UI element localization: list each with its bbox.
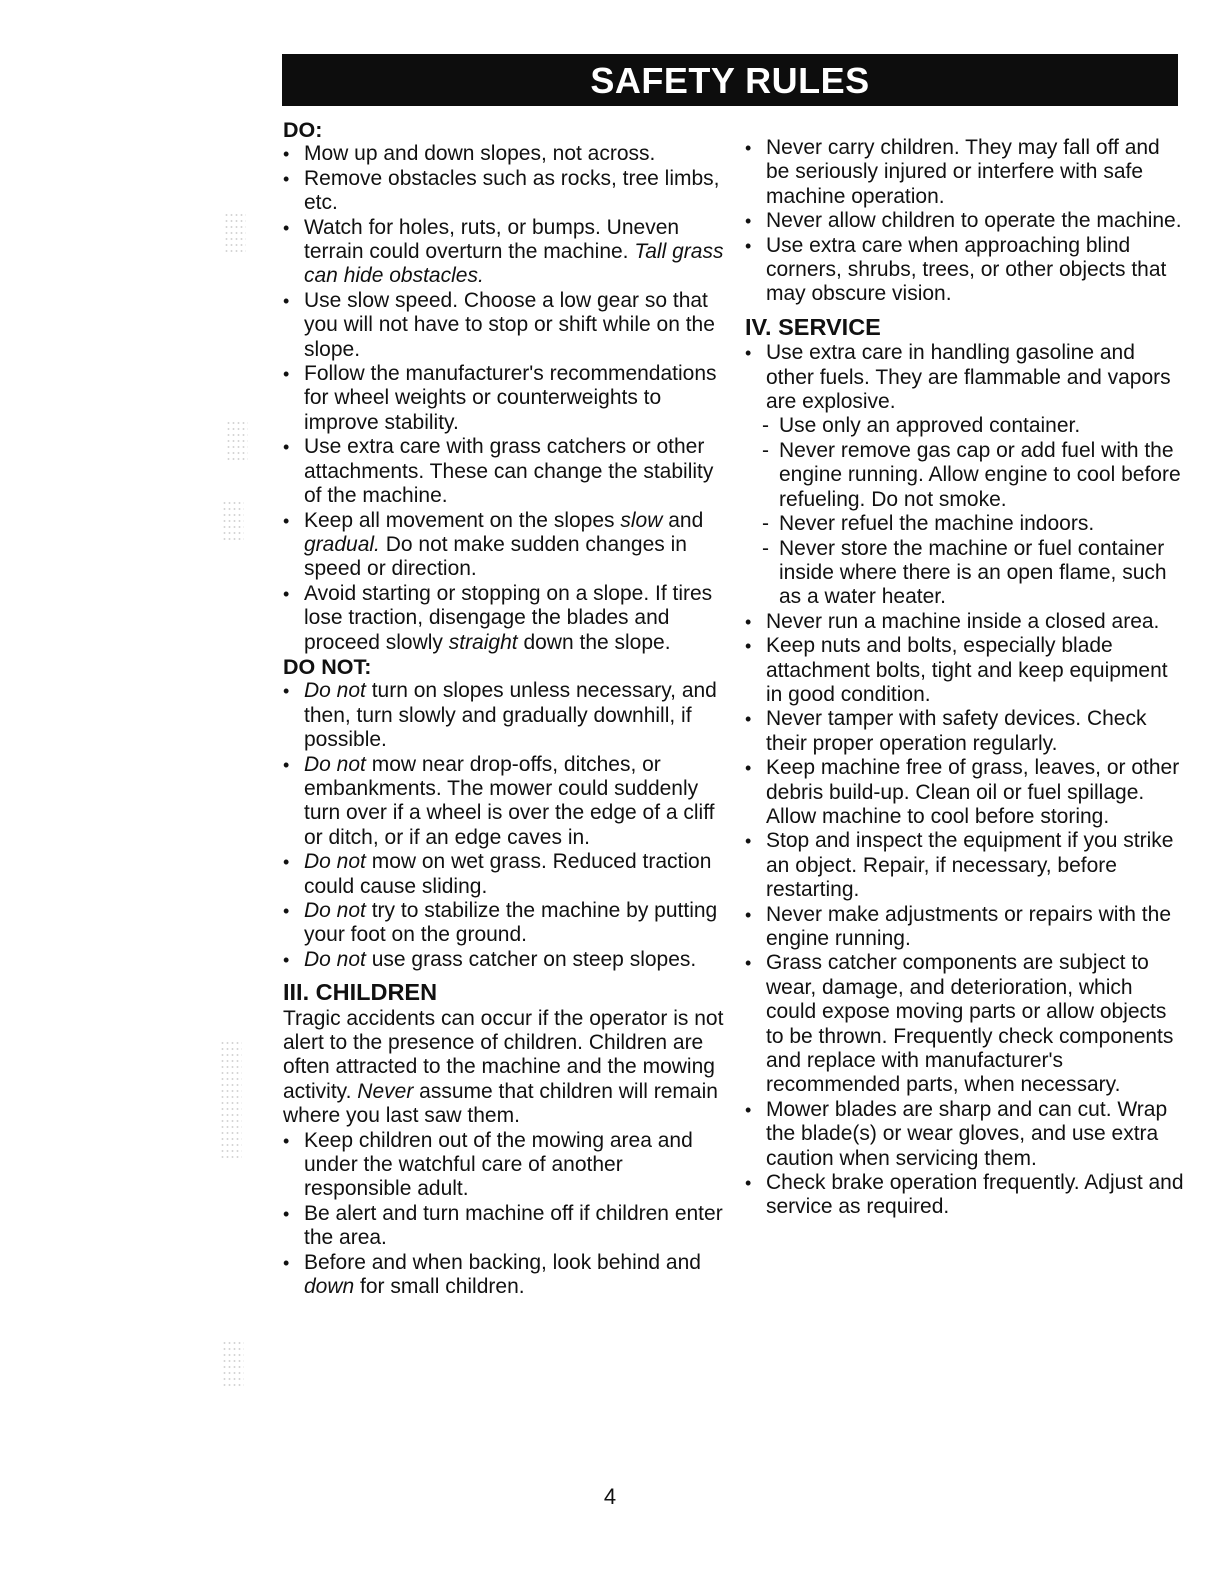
paragraph-emphasis: Never xyxy=(357,1079,414,1103)
list-item-text: mow on wet grass. Reduced traction could cause sliding. xyxy=(304,850,712,898)
list-item: • Keep machine free of grass, leaves, or other debris build-up. Clean oil or fuel spillage. Allow machine to cool before storing. xyxy=(745,756,1185,829)
children-paragraph xyxy=(283,1007,733,1129)
list-item: • Never tamper with safety devices. Check their proper operation regularly. xyxy=(745,707,1185,756)
list-item-text: use grass catcher on steep slopes. xyxy=(365,947,697,971)
list-item-text: Avoid starting or stopping on a slope. If tires lose traction, disengage the blades and proceed slowly xyxy=(304,581,713,654)
list-item: • Remove obstacles such as rocks, tree limbs, etc. xyxy=(283,167,733,216)
service-heading: IV. SERVICE xyxy=(745,313,881,340)
list-item: • Use slow speed. Choose a low gear so that you will not have to stop or shift while on the slope. xyxy=(283,289,733,362)
list-item xyxy=(283,216,733,289)
list-item: • Use extra care in handling gasoline and other fuels. They are flammable and vapors are explosive. xyxy=(745,341,1185,414)
scan-speck xyxy=(226,420,248,460)
list-item-text: for small children. xyxy=(354,1275,525,1299)
list-item xyxy=(283,948,733,972)
list-item-text: Do not make sudden changes in speed or direction. xyxy=(304,532,687,581)
paragraph-text: Tragic accidents can occur if the operator is not alert to the presence of children. Children are often attracted to the machine and the mowing activity. xyxy=(283,1006,724,1103)
right-column xyxy=(745,136,1185,1220)
list-item: • Use extra care when approaching blind corners, shrubs, trees, or other objects that may obscure vision. xyxy=(745,234,1185,307)
page-number: 4 xyxy=(603,1484,617,1509)
list-item: • Keep nuts and bolts, especially blade attachment bolts, tight and keep equipment in good condition. xyxy=(745,634,1185,707)
list-item-text: Keep all movement on the slopes xyxy=(304,508,621,532)
list-item: • Use extra care with grass catchers or other attachments. These can change the stability of the machine. xyxy=(283,435,733,508)
list-item-text: mow near drop-offs, ditches, or embankments. The mower could suddenly turn over if a wheel is over the edge of a cliff or ditch, or if an edge caves in. xyxy=(304,752,715,849)
scan-speck xyxy=(224,212,246,252)
list-item-emphasis: down xyxy=(304,1275,355,1299)
sub-list-item: - Use only an approved container. xyxy=(745,414,1185,438)
do-heading: DO: xyxy=(283,118,323,142)
list-item: • Mow up and down slopes, not across. xyxy=(283,142,733,166)
list-item: • Follow the manufacturer's recommendations for wheel weights or counterweights to improve stability. xyxy=(283,362,733,435)
list-item xyxy=(283,679,733,752)
list-item-text: and xyxy=(662,508,704,532)
list-item xyxy=(283,509,733,582)
list-item-emphasis: Do not xyxy=(304,947,366,971)
list-item: • Grass catcher components are subject to wear, damage, and deterioration, which could expose moving parts or allow objects to be thrown. Frequently check components and replace with manufacturer's recommended parts, when necessary. xyxy=(745,951,1185,1097)
list-item-emphasis: Do not xyxy=(304,899,366,922)
list-item: • Mower blades are sharp and can cut. Wrap the blade(s) or wear gloves, and use extra caution when servicing them. xyxy=(745,1098,1185,1171)
list-item: • Never allow children to operate the machine. xyxy=(745,209,1185,233)
page-title: SAFETY RULES xyxy=(282,54,1178,106)
list-item xyxy=(283,899,733,948)
list-item-text: try to stabilize the machine by putting your foot on the ground. xyxy=(304,899,718,947)
list-item-emphasis: straight xyxy=(448,630,518,654)
list-item-text: Watch for holes, ruts, or bumps. Uneven terrain could overturn the machine. xyxy=(304,215,680,264)
list-item xyxy=(283,1251,733,1300)
list-item: • Never carry children. They may fall off and be seriously injured or interfere with safe machine operation. xyxy=(745,136,1185,209)
scan-speck xyxy=(222,500,244,540)
list-item: • Be alert and turn machine off if children enter the area. xyxy=(283,1202,733,1251)
do-not-heading: DO NOT: xyxy=(283,654,372,679)
list-item-text: turn on slopes unless necessary, and then, turn slowly and gradually downhill, if possible. xyxy=(304,679,717,752)
sub-list-item: - Never remove gas cap or add fuel with the engine running. Allow engine to cool before refueling. Do not smoke. xyxy=(745,439,1185,512)
do-not-list xyxy=(283,679,733,972)
list-item-emphasis: slow xyxy=(620,508,663,532)
scan-speck xyxy=(222,1340,244,1388)
left-column xyxy=(283,118,733,1300)
paragraph-text: assume that children will remain where you last saw them. xyxy=(283,1079,718,1128)
list-item-text: down the slope. xyxy=(517,630,671,654)
list-item: • Keep children out of the mowing area and under the watchful care of another responsible adult. xyxy=(283,1129,733,1202)
scan-speck xyxy=(220,1040,242,1160)
list-item-emphasis: Do not xyxy=(304,752,366,776)
list-item xyxy=(283,582,733,655)
children-list xyxy=(283,1129,733,1300)
list-item: • Never run a machine inside a closed area. xyxy=(745,610,1185,634)
list-item: • Never make adjustments or repairs with the engine running. xyxy=(745,903,1185,952)
service-list xyxy=(745,341,1185,1220)
children-heading: III. CHILDREN xyxy=(283,979,438,1006)
list-item xyxy=(283,753,733,851)
do-list xyxy=(283,142,733,655)
list-item-emphasis: Tall grass can hide obstacles. xyxy=(304,240,724,288)
list-item-emphasis: gradual. xyxy=(304,532,380,556)
sub-list-item: - Never refuel the machine indoors. xyxy=(745,512,1185,536)
list-item-emphasis: Do not xyxy=(304,850,366,874)
list-item-text: Before and when backing, look behind and xyxy=(304,1250,701,1274)
list-item: • Check brake operation frequently. Adjust and service as required. xyxy=(745,1171,1185,1220)
sub-list-item: - Never store the machine or fuel container inside where there is an open flame, such as a water heater. xyxy=(745,537,1185,610)
list-item: • Stop and inspect the equipment if you strike an object. Repair, if necessary, before restarting. xyxy=(745,829,1185,902)
children-continued-list xyxy=(745,136,1185,307)
list-item-emphasis: Do not xyxy=(304,679,366,703)
list-item xyxy=(283,850,733,899)
